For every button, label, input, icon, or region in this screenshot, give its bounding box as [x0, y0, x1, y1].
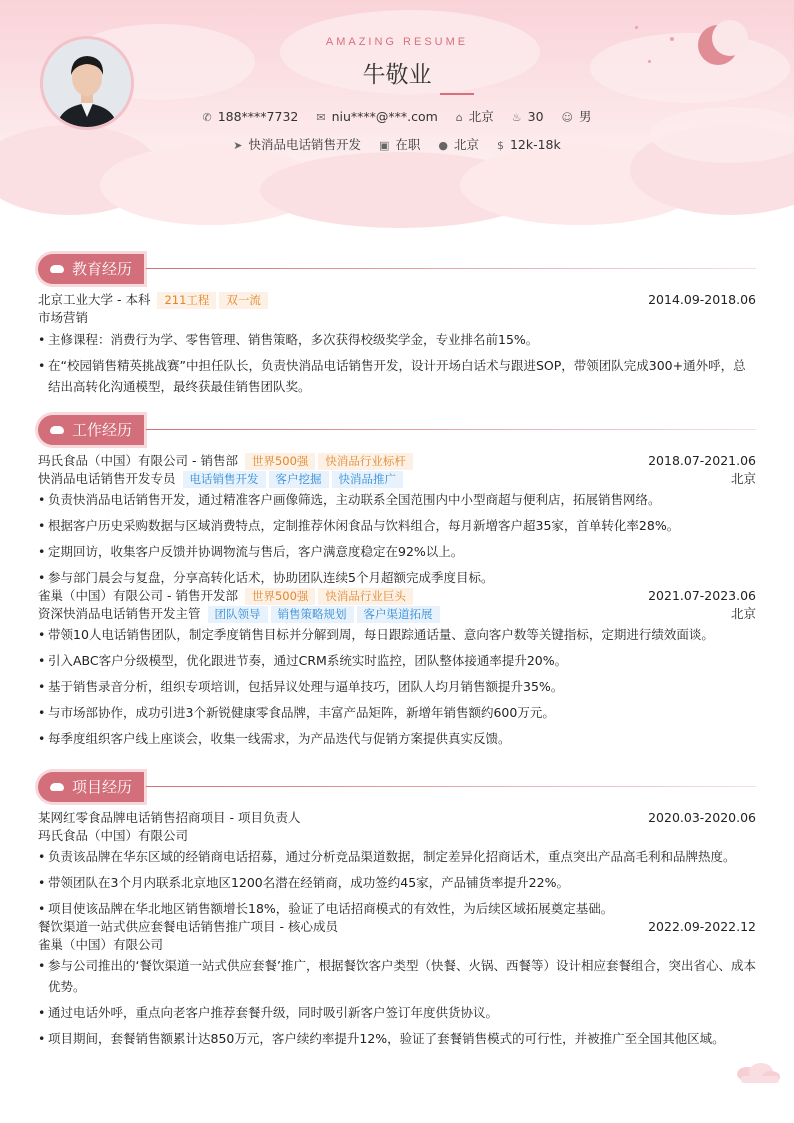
- skill-tag: 电话销售开发: [183, 471, 266, 488]
- project-title-row: [38, 918, 756, 936]
- job-role-row: [38, 605, 756, 623]
- section-divider: [146, 786, 756, 787]
- section-tab: 教育经历: [38, 254, 144, 284]
- education-section: [38, 254, 756, 402]
- contact-email: ✉ niu****@***.com: [316, 109, 438, 124]
- project-entry: [38, 809, 756, 919]
- list-item: • 主修课程：消费行为学、零售管理、销售策略，多次获得校级奖学金，专业排名前15%。: [38, 329, 756, 350]
- skill-tag: 快消品推广: [332, 471, 404, 488]
- contact-city: ⌂ 北京: [455, 109, 494, 124]
- job-company-row: [38, 587, 756, 605]
- list-item: • 通过电话外呼，重点向老客户推荐套餐升级，同时吸引新客户签订年度供货协议。: [38, 1002, 756, 1023]
- projects-section: [38, 772, 756, 1054]
- company-tag: 世界500强: [245, 453, 315, 470]
- cloud-decoration-icon: [733, 1060, 781, 1084]
- home-icon: ⌂: [455, 111, 463, 124]
- project-bullets: [38, 955, 756, 1049]
- job-date: 2021.07-2023.06: [648, 588, 756, 603]
- section-header: [38, 254, 756, 284]
- project-bullets: [38, 846, 756, 919]
- list-item: • 参与公司推出的‘餐饮渠道一站式供应套餐’推广，根据餐饮客户类型（快餐、火锅、西餐等）设计相应套餐组合，突出省心、成本优势。: [38, 955, 756, 997]
- project-date: 2020.03-2020.06: [648, 810, 756, 825]
- skill-tag: 团队领导: [208, 606, 268, 623]
- project-date: 2022.09-2022.12: [648, 919, 756, 934]
- project-org: 玛氏食品（中国）有限公司: [38, 828, 189, 843]
- project-name: 某网红零食品牌电话销售招商项目 - 项目负责人: [38, 810, 301, 825]
- list-item: • 定期回访，收集客户反馈并协调物流与售后，客户满意度稳定在92%以上。: [38, 541, 756, 562]
- intent-status: ▣ 在职: [378, 137, 421, 152]
- company-tag: 快消品行业巨头: [318, 588, 413, 605]
- company-name: 雀巢（中国）有限公司 - 销售开发部: [38, 588, 238, 603]
- intent-salary: $ 12k-18k: [496, 137, 561, 152]
- skill-tag: 客户渠道拓展: [357, 606, 440, 623]
- location-icon: ●: [438, 139, 448, 152]
- list-item: • 带领团队在3个月内联系北京地区1200名潜在经销商，成功签约45家，产品铺货率提升22%。: [38, 872, 756, 893]
- job-city: 北京: [730, 471, 756, 486]
- work-section: [38, 415, 756, 754]
- cloud-icon: [50, 783, 64, 791]
- skill-tag: 销售策略规划: [271, 606, 354, 623]
- section-divider: [146, 268, 756, 269]
- cloud-icon: [50, 426, 64, 434]
- education-date: 2014.09-2018.06: [648, 292, 756, 307]
- education-bullets: [38, 329, 756, 397]
- job-role: 快消品电话销售开发专员: [38, 471, 176, 486]
- project-org: 雀巢（中国）有限公司: [38, 937, 164, 952]
- project-entry: [38, 918, 756, 1049]
- phone-icon: ✆: [202, 111, 212, 124]
- list-item: • 负责快消品电话销售开发，通过精准客户画像筛选，主动联系全国范围内中小型商超与便利店，拓展销售网络。: [38, 489, 756, 510]
- section-header: [38, 772, 756, 802]
- section-tab: 工作经历: [38, 415, 144, 445]
- cloud-icon: [50, 265, 64, 273]
- resume-tagline: AMAZING RESUME: [325, 36, 469, 48]
- school-tag: 双一流: [219, 292, 268, 309]
- contact-info-row: [0, 107, 794, 125]
- company-tag: 世界500强: [245, 588, 315, 605]
- skill-tag: 客户挖掘: [269, 471, 329, 488]
- list-item: • 项目使该品牌在华北地区销售额增长18%，验证了电话招商模式的有效性，为后续区域拓展奠定基础。: [38, 898, 756, 919]
- list-item: • 引入ABC客户分级模型，优化跟进节奏，通过CRM系统实时监控，团队整体接通率提升20%。: [38, 650, 756, 671]
- job-entry: [38, 587, 756, 749]
- job-role-row: [38, 470, 756, 488]
- list-item: • 在“校园销售精英挑战赛”中担任队长，负责快消品电话销售开发，设计开场白话术与跟进SOP，带领团队完成300+通外呼，总结出高转化沟通模型，最终获最佳销售团队奖。: [38, 355, 756, 397]
- list-item: • 带领10人电话销售团队，制定季度销售目标并分解到周，每日跟踪通话量、意向客户数等关键指标，定期进行绩效面谈。: [38, 624, 756, 645]
- job-role: 资深快消品电话销售开发主管: [38, 606, 201, 621]
- send-icon: ➤: [233, 139, 243, 152]
- company-name: 玛氏食品（中国）有限公司 - 销售部: [38, 453, 238, 468]
- status-icon: ▣: [378, 139, 390, 152]
- job-date: 2018.07-2021.06: [648, 453, 756, 468]
- list-item: • 项目期间，套餐销售额累计达850万元，客户续约率提升12%，验证了套餐销售模式的可行性，并被推广至全国其他区域。: [38, 1028, 756, 1049]
- school-name: 北京工业大学 - 本科: [38, 292, 151, 307]
- section-header: [38, 415, 756, 445]
- resume-header: [0, 0, 794, 230]
- project-title-row: [38, 809, 756, 827]
- gender-icon: ☺: [561, 111, 574, 124]
- contact-phone: ✆ 188****7732: [202, 109, 299, 124]
- job-bullets: [38, 489, 756, 588]
- job-entry: [38, 452, 756, 588]
- job-company-row: [38, 452, 756, 470]
- name-underline: [440, 93, 474, 95]
- contact-age: ♨ 30: [511, 109, 544, 124]
- school-tag: 211工程: [157, 292, 216, 309]
- list-item: • 根据客户历史采购数据与区域消费特点，定制推荐休闲食品与饮料组合，每月新增客户超35家，首单转化率28%。: [38, 515, 756, 536]
- section-tab: 项目经历: [38, 772, 144, 802]
- candidate-name: 牛敬业: [362, 62, 432, 88]
- section-divider: [146, 429, 756, 430]
- project-name: 餐饮渠道一站式供应套餐电话销售推广项目 - 核心成员: [38, 919, 338, 934]
- list-item: • 参与部门晨会与复盘，分享高转化话术，协助团队连续5个月超额完成季度目标。: [38, 567, 756, 588]
- contact-gender: ☺ 男: [561, 109, 592, 124]
- cake-icon: ♨: [511, 111, 522, 124]
- job-intent-row: [0, 135, 794, 153]
- major: 市场营销: [38, 310, 89, 325]
- job-city: 北京: [730, 606, 756, 621]
- salary-icon: $: [496, 139, 504, 152]
- list-item: • 负责该品牌在华东区域的经销商电话招募，通过分析竞品渠道数据，制定差异化招商话术，重点突出产品高毛利和品牌热度。: [38, 846, 756, 867]
- company-tag: 快消品行业标杆: [318, 453, 413, 470]
- education-title-row: [38, 291, 756, 309]
- mail-icon: ✉: [316, 111, 326, 124]
- list-item: • 每季度组织客户线上座谈会，收集一线需求，为产品迭代与促销方案提供真实反馈。: [38, 728, 756, 749]
- intent-position: ➤ 快消品电话销售开发: [233, 137, 361, 152]
- list-item: • 基于销售录音分析，组织专项培训，包括异议处理与逼单技巧，团队人均月销售额提升35%。: [38, 676, 756, 697]
- star-icon: [635, 26, 638, 29]
- list-item: • 与市场部协作，成功引进3个新锐健康零食品牌，丰富产品矩阵，新增年销售额约600万元。: [38, 702, 756, 723]
- intent-city: ● 北京: [438, 137, 479, 152]
- job-bullets: [38, 624, 756, 749]
